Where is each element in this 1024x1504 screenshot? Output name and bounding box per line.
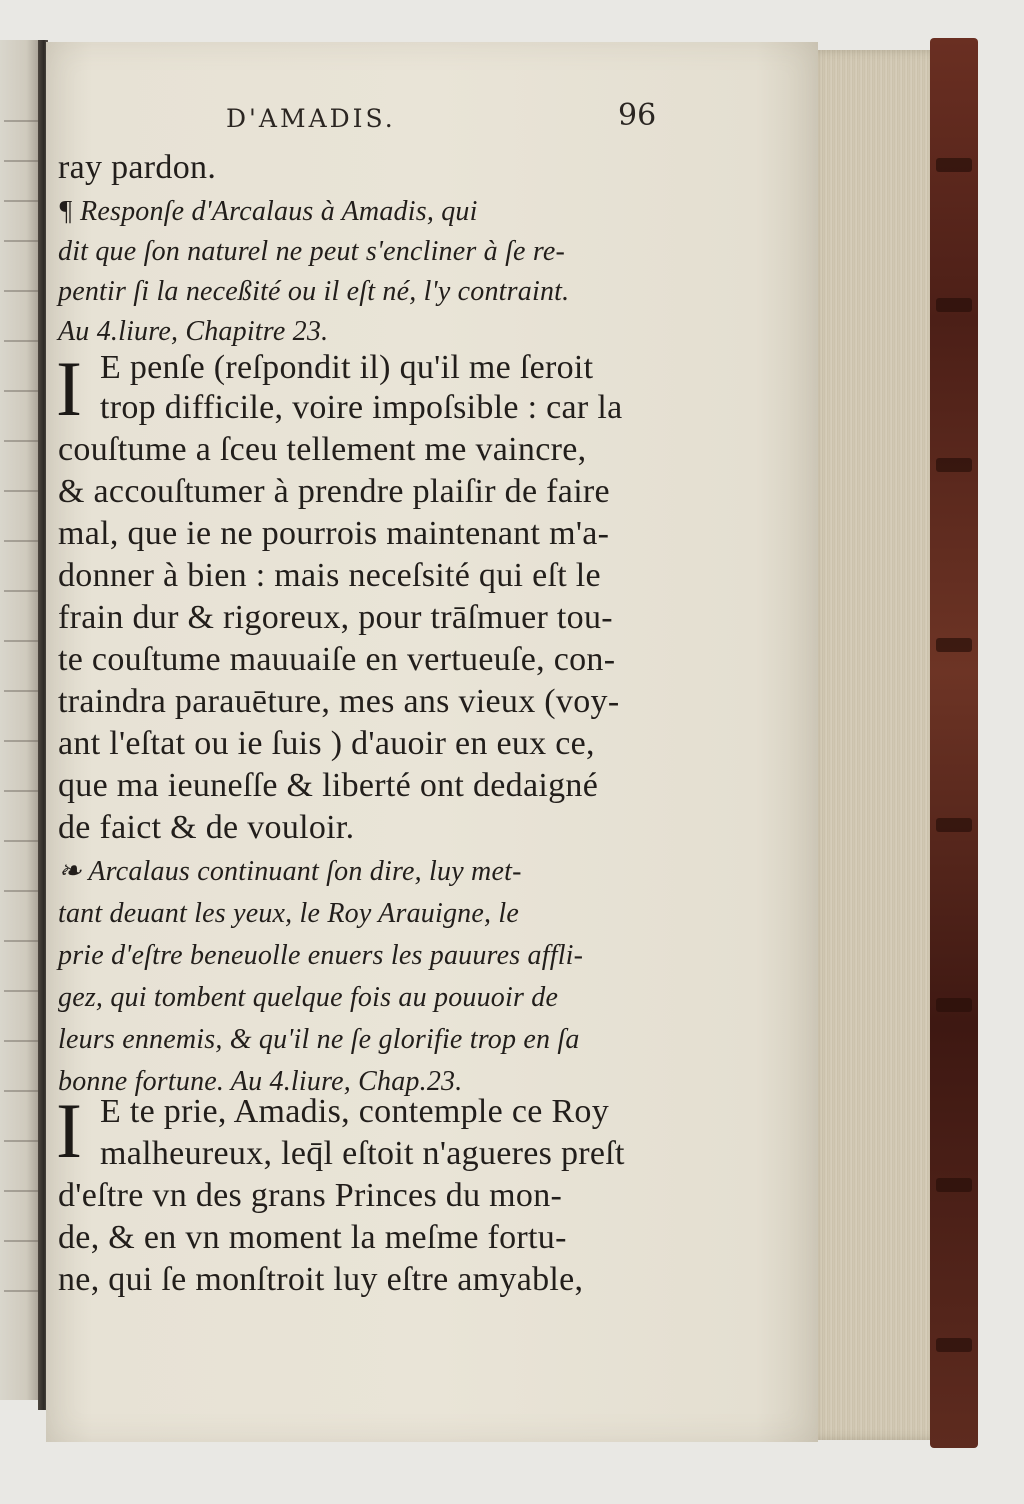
drop-cap: I bbox=[56, 1087, 82, 1174]
text-line: que ma ieuneſſe & liberté ont dedaigné bbox=[58, 767, 599, 804]
chapter-heading-line: Au 4.liure, Chapitre 23. bbox=[58, 316, 329, 347]
page-number: 96 bbox=[618, 98, 657, 133]
chapter-heading-line: tant deuant les yeux, le Roy Arauigne, le bbox=[58, 898, 519, 929]
chapter-heading-line: ¶ Responſe d'Arcalaus à Amadis, qui bbox=[58, 196, 478, 227]
fore-edge bbox=[808, 50, 948, 1440]
text-line: de faict & de vouloir. bbox=[58, 809, 355, 846]
drop-cap: I bbox=[56, 345, 82, 432]
chapter-heading-line: ❧ Arcalaus continuant ſon dire, luy met- bbox=[58, 856, 522, 887]
chapter-heading-line: dit que ſon naturel ne peut s'encliner à ſe re- bbox=[58, 236, 566, 267]
text-line: traindra parauēture, mes ans vieux (voy- bbox=[58, 683, 620, 720]
text-line: trop difficile, voire impoſsible : car la bbox=[100, 389, 623, 426]
text-line: malheureux, leq̄l eſtoit n'agueres preſt bbox=[100, 1135, 625, 1172]
text-line: te couſtume mauuaiſe en vertueuſe, con- bbox=[58, 641, 616, 678]
text-line: couſtume a ſceu tellement me vaincre, bbox=[58, 431, 587, 468]
text-line: & accouſtumer à prendre plaiſir de faire bbox=[58, 473, 610, 510]
leather-cover bbox=[930, 38, 978, 1448]
text-line: ray pardon. bbox=[58, 149, 217, 186]
chapter-heading-line: pentir ſi la neceßité ou il eſt né, l'y contraint. bbox=[58, 276, 570, 307]
text-line: d'eſtre vn des grans Princes du mon- bbox=[58, 1177, 563, 1214]
running-head: D'AMADIS. bbox=[226, 104, 396, 133]
text-line: ant l'eſtat ou ie ſuis ) d'auoir en eux ce, bbox=[58, 725, 595, 762]
text-line: donner à bien : mais neceſsité qui eſt le bbox=[58, 557, 601, 594]
chapter-heading-line: prie d'eſtre beneuolle enuers les pauures affli- bbox=[58, 940, 584, 971]
text-line: de, & en vn moment la meſme fortu- bbox=[58, 1219, 567, 1256]
chapter-heading-line: leurs ennemis, & qu'il ne ſe glorifie trop en ſa bbox=[58, 1024, 580, 1055]
chapter-heading-line: gez, qui tombent quelque fois au pouuoir de bbox=[58, 982, 559, 1013]
text-line: ne, qui ſe monſtroit luy eſtre amyable, bbox=[58, 1261, 584, 1298]
text-line: E penſe (reſpondit il) qu'il me ſeroit bbox=[100, 349, 594, 386]
chapter-heading-line: bonne fortune. Au 4.liure, Chap.23. bbox=[58, 1066, 463, 1097]
text-line: E te prie, Amadis, contemple ce Roy bbox=[100, 1093, 610, 1130]
text-line: frain dur & rigoreux, pour trāſmuer tou- bbox=[58, 599, 613, 636]
text-line: mal, que ie ne pourrois maintenant m'a- bbox=[58, 515, 610, 552]
